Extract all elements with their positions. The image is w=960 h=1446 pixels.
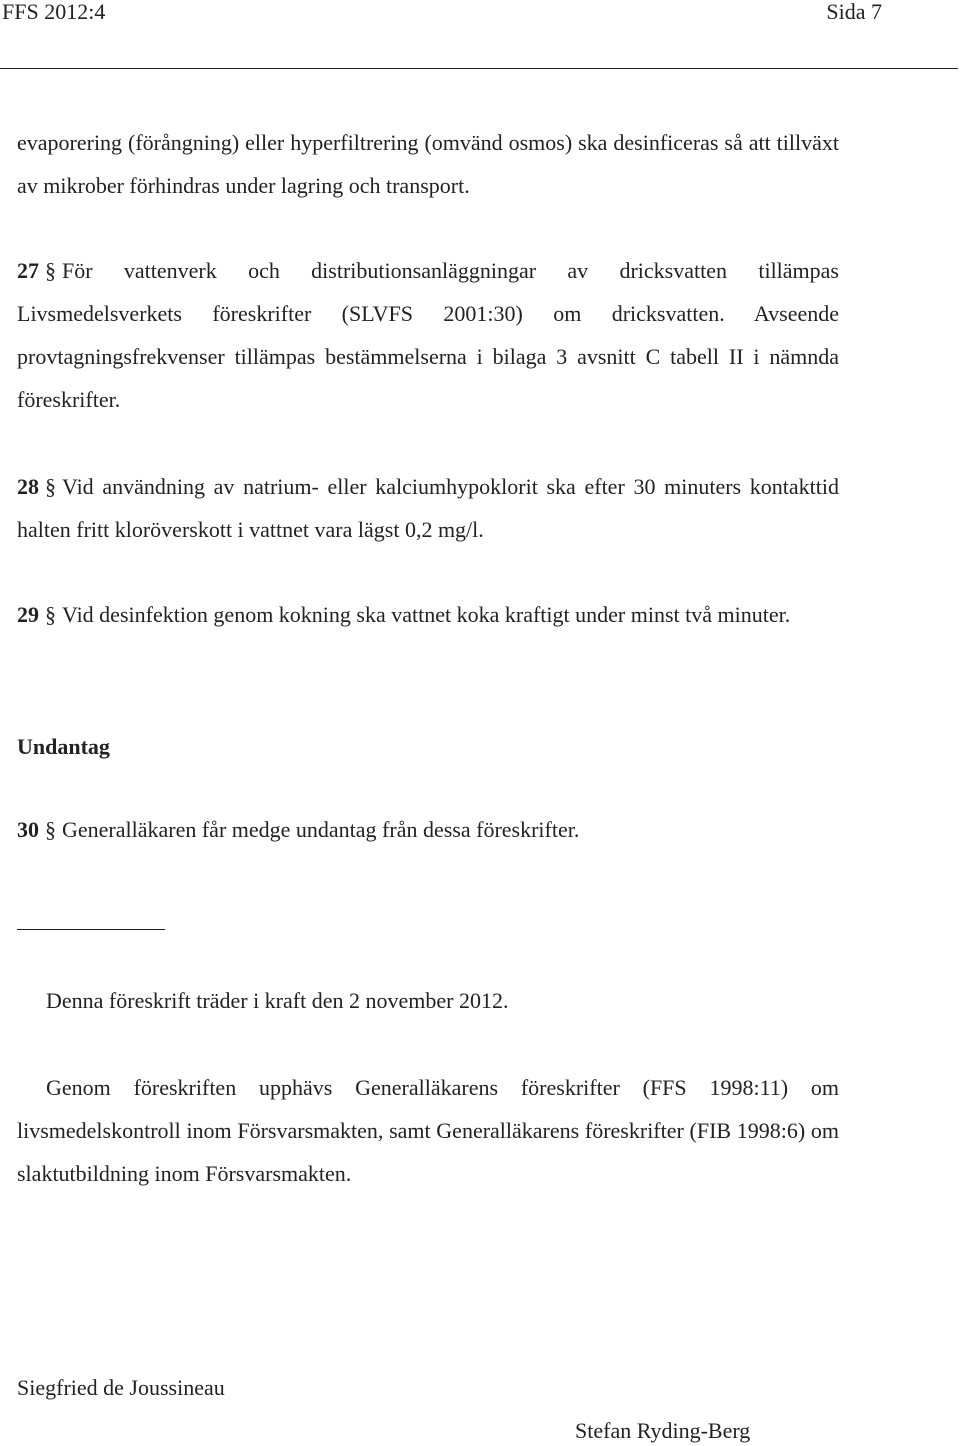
section-symbol: § xyxy=(45,258,56,283)
section-number: 29 xyxy=(17,602,39,627)
section-number: 30 xyxy=(17,817,39,842)
separator-rule xyxy=(17,929,165,930)
paragraph-29 xyxy=(17,593,839,636)
paragraph-27 xyxy=(17,249,839,421)
signature-second: Stefan Ryding-Berg xyxy=(575,1418,751,1443)
header-rule xyxy=(0,68,958,69)
paragraph-text: Generalläkaren får medge undantag från dessa föreskrifter. xyxy=(62,817,580,842)
section-symbol: § xyxy=(45,602,56,627)
paragraph-text: Vid desinfektion genom kokning ska vattnet koka kraftigt under minst två minuter. xyxy=(62,602,791,627)
paragraph-text: För vattenverk och distributionsanläggningar av dricksvatten tillämpas Livsmedelsverkets föreskrifter (SLVFS 2001:30) om dricksvatten. Avseende provtagningsfrekvenser tillämpas bestämmelserna i bilaga 3 avsnitt C tabell II i nämnda föreskrifter. xyxy=(17,258,839,412)
repeal-text: Genom föreskriften upphävs Generalläkarens föreskrifter (FFS 1998:11) om livsmedelskontroll inom Försvarsmakten, samt Generalläkarens föreskrifter (FIB 1998:6) om slaktutbildning inom Försvarsmakten. xyxy=(17,1075,839,1186)
effective-date-text: Denna föreskrift träder i kraft den 2 november 2012. xyxy=(46,988,509,1013)
paragraph-28 xyxy=(17,465,839,551)
signature-first: Siegfried de Joussineau xyxy=(17,1375,225,1400)
paragraph-30 xyxy=(17,808,839,851)
section-symbol: § xyxy=(45,817,56,842)
paragraph-intro: evaporering (förångning) eller hyperfiltrering (omvänd osmos) ska desinficeras så att tillväxt av mikrober förhindras under lagring och transport. xyxy=(17,130,839,198)
section-number: 28 xyxy=(17,474,39,499)
header-page-number: Sida 7 xyxy=(826,0,882,24)
section-symbol: § xyxy=(45,474,56,499)
header-document-id: FFS 2012:4 xyxy=(2,0,106,24)
paragraph-text: Vid användning av natrium- eller kalciumhypoklorit ska efter 30 minuters kontakttid halten fritt kloröverskott i vattnet vara lägst 0,2 mg/l. xyxy=(17,474,839,542)
section-heading: Undantag xyxy=(17,734,110,759)
section-number: 27 xyxy=(17,258,39,283)
